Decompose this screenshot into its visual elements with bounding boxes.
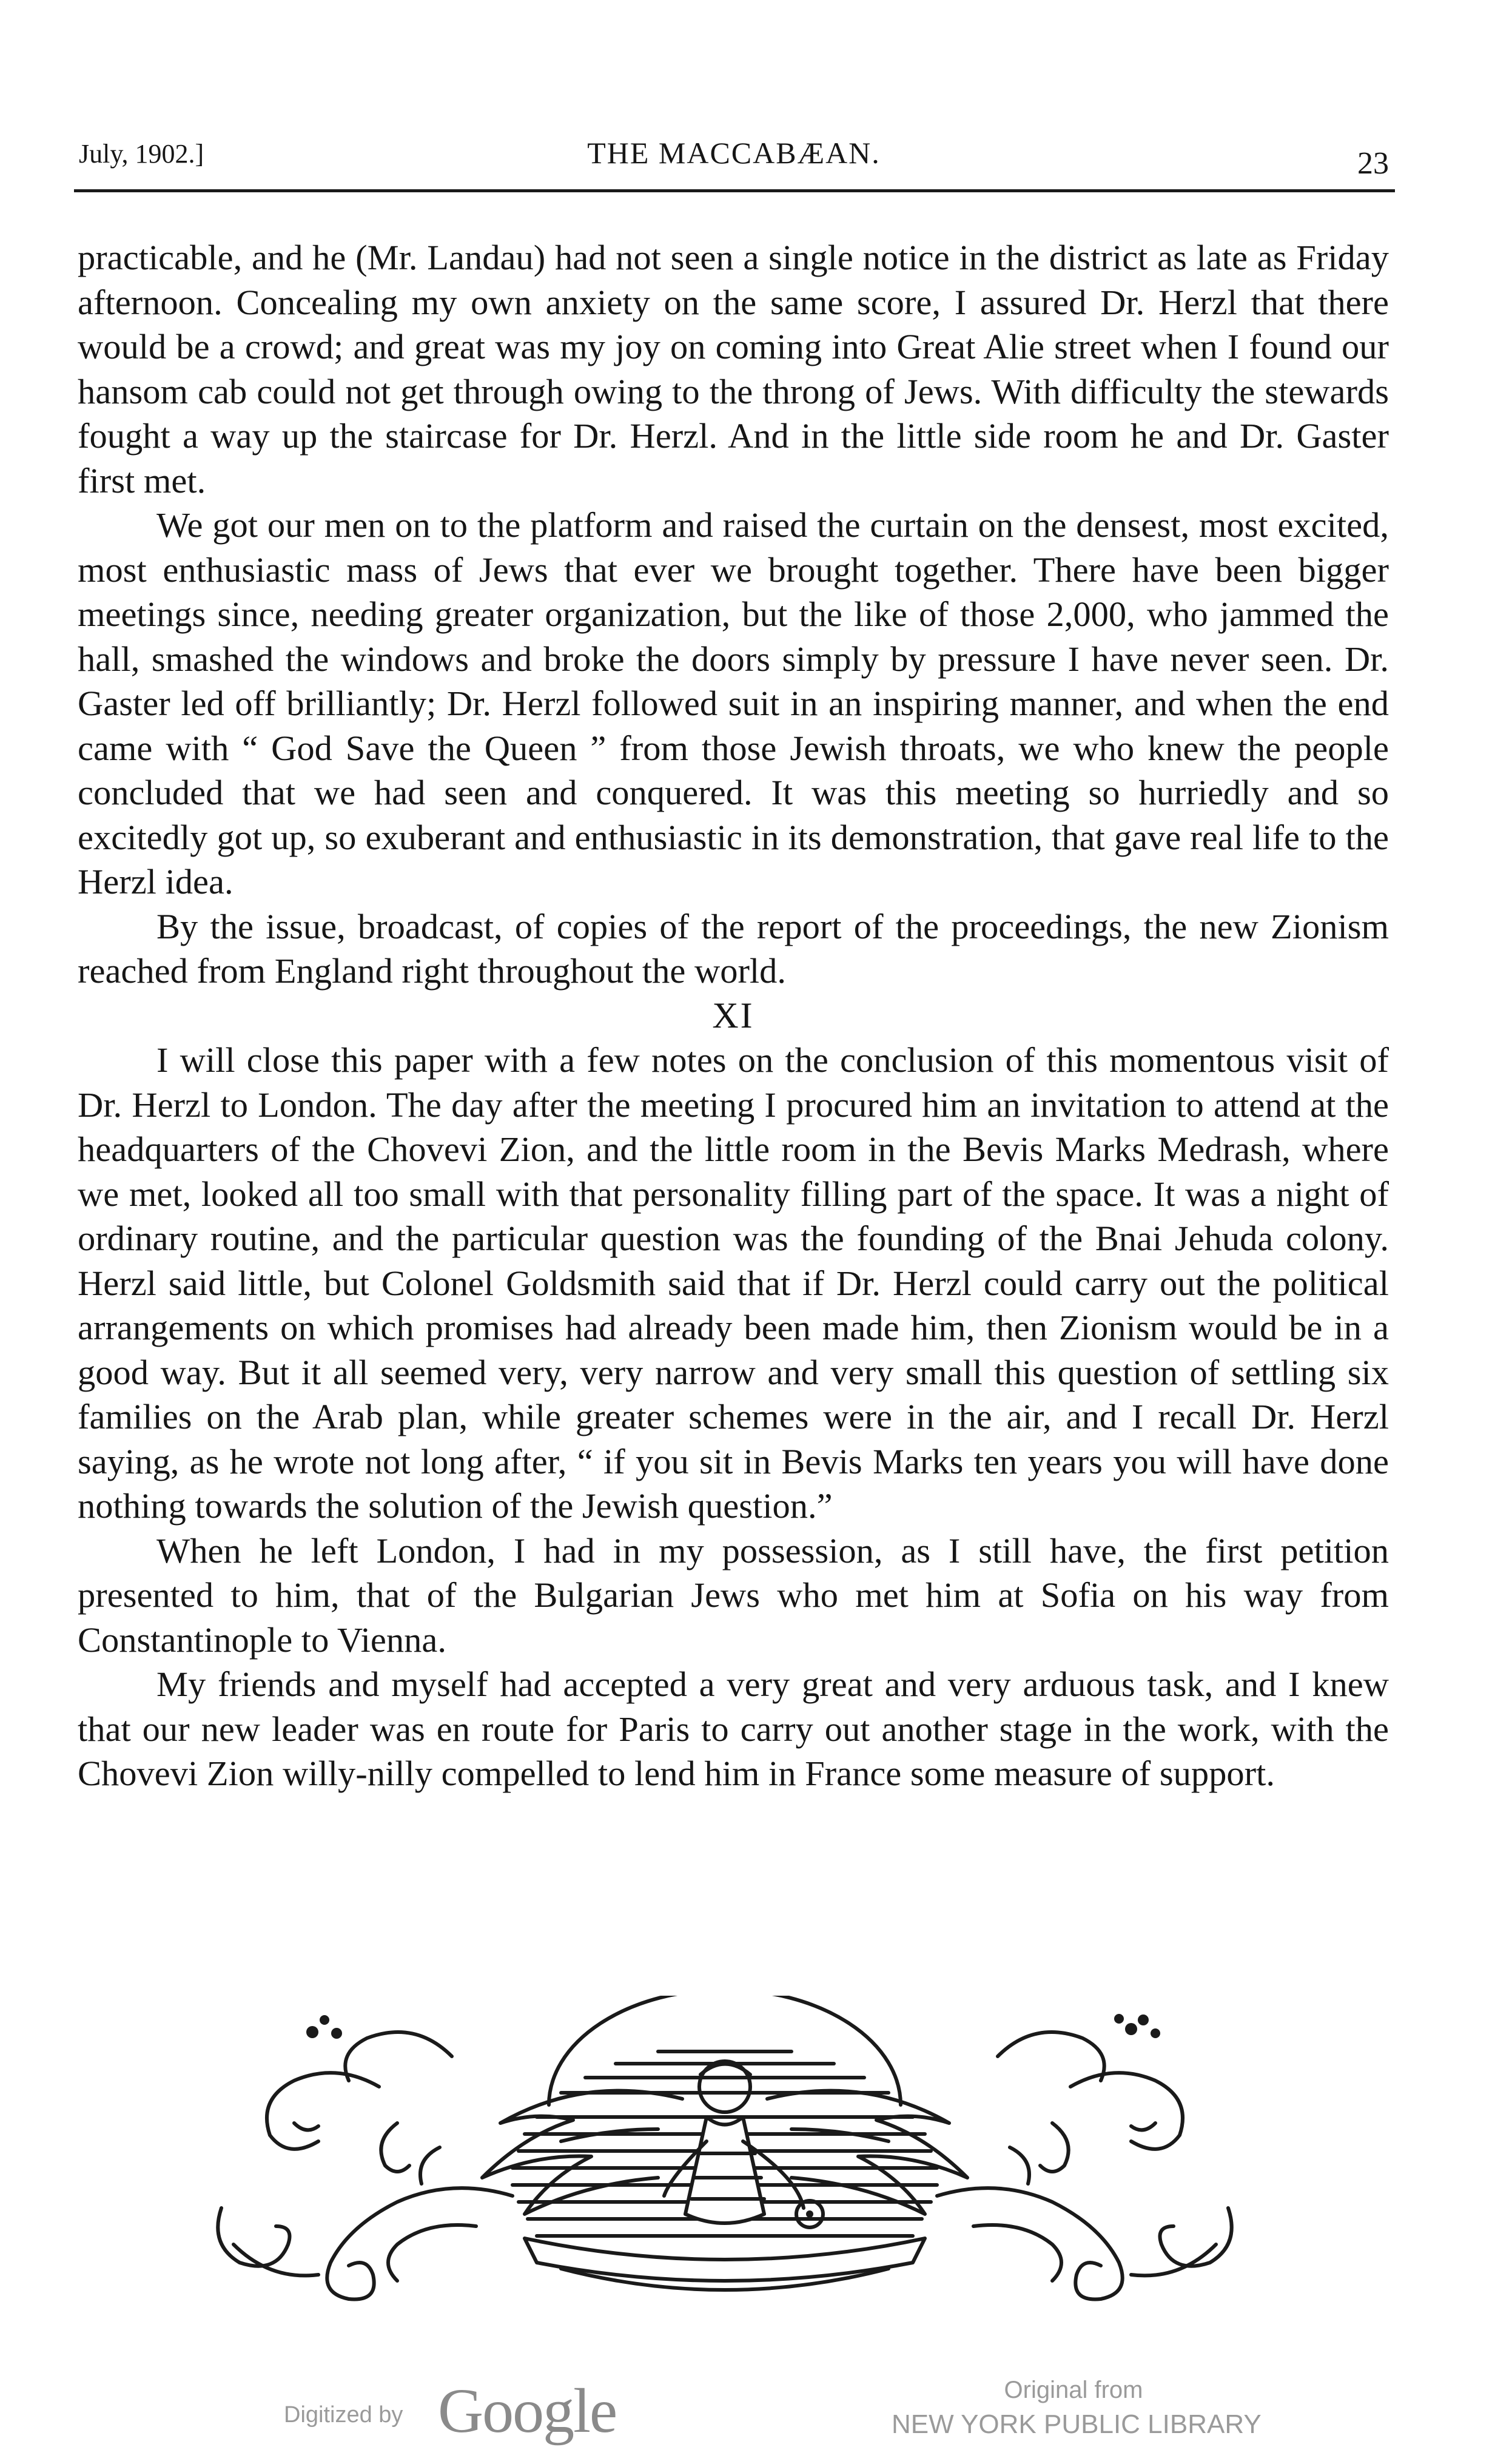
paragraph-6: My friends and myself had accepted a very great and very arduous task, and I knew that our new leader was en route for Paris to carry out another stage in the work, with the Chovevi Zion willy-nilly compelled to lend him in France some measure of support. bbox=[78, 1664, 1389, 1793]
paragraph-3: By the issue, broadcast, of copies of the report of the proceedings, the new Zionism reached from England right throughout the world. bbox=[78, 906, 1389, 991]
page-number: 23 bbox=[1357, 146, 1389, 181]
article-body bbox=[78, 235, 1389, 1796]
library-name: NEW YORK PUBLIC LIBRARY bbox=[892, 2409, 1262, 2439]
tailpiece-ornament-icon bbox=[197, 1996, 1255, 2317]
digitization-footer bbox=[0, 2341, 1512, 2426]
header-rule bbox=[74, 189, 1395, 192]
digitized-by-label: Digitized by bbox=[284, 2402, 403, 2428]
original-from-label: Original from bbox=[1004, 2377, 1143, 2403]
paragraph-4: I will close this paper with a few notes on the conclusion of this momentous visit of Dr. Herzl to London. The day after the meeting I procured him an invitation to attend at the headquarters of the Chovevi Zion, and the little room in the Bevis Marks Medrash, where we met, looked all too small with that personality filling part of the space. It was a night of ordinary routine, and the particular question was the founding of the Bnai Jehuda colony. Herzl said little, but Colonel Goldsmith said that if Dr. Herzl could carry out the political arrangements on which promises had already been made him, then Zionism would be in a good way. But it all seemed very, very narrow and very small this question of settling six families on the Arab plan, while greater schemes were in the air, and I recall Dr. Herzl saying, as he wrote not long after, “ if you sit in Bevis Marks ten years you will have done nothing towards the solution of the Jewish question.” bbox=[78, 1040, 1389, 1526]
issue-date: July, 1902.] bbox=[79, 139, 204, 169]
google-logo: Google bbox=[438, 2376, 617, 2446]
section-heading: XI bbox=[712, 995, 754, 1035]
paragraph-1: practicable, and he (Mr. Landau) had not seen a single notice in the district as late as Friday afternoon. Concealing my own anxiety on the same score, I assured Dr. Herzl that there would be a crowd; and great was my joy on coming into Great Alie street when I found our hansom cab could not get through owing to the throng of Jews. With difficulty the stewards fought a way up the staircase for Dr. Herzl. And in the little side room he and Dr. Gaster first met. bbox=[78, 238, 1389, 500]
running-head bbox=[79, 132, 1389, 181]
journal-title: THE MACCABÆAN. bbox=[587, 136, 881, 170]
paragraph-2: We got our men on to the platform and raised the curtain on the densest, most excited, most enthusiastic mass of Jews that ever we brought together. There have been bigger meetings since, needing greater organization, but the like of those 2,000, who jammed the hall, smashed the windows and broke the doors simply by pressure I have never seen. Dr. Gaster led off brilliantly; Dr. Herzl followed suit in an inspiring manner, and when the end came with “ God Save the Queen ” from those Jewish throats, we who knew the people concluded that we had seen and conquered. It was this meeting so hurriedly and so excitedly got up, so exuberant and enthusiastic in its demonstration, that gave real life to the Herzl idea. bbox=[78, 505, 1389, 901]
paragraph-5: When he left London, I had in my possession, as I still have, the first petition presented to him, that of the Bulgarian Jews who met him at Sofia on his way from Constantinople to Vienna. bbox=[78, 1530, 1389, 1660]
